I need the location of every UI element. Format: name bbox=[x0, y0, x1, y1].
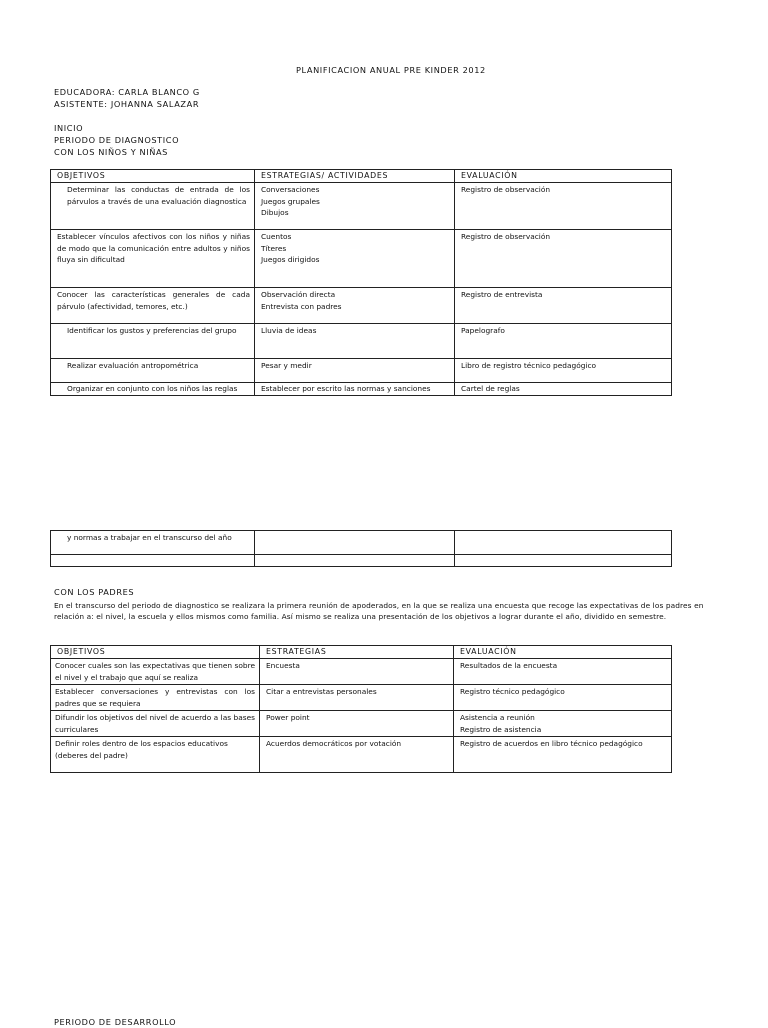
estrategia-item: Entrevista con padres bbox=[261, 301, 342, 311]
evaluacion-cell: Papelografo bbox=[455, 324, 672, 359]
estrategias-cell: Citar a entrevistas personales bbox=[260, 685, 454, 711]
objetivo-cell: Establecer vínculos afectivos con los niños y niñas de modo que la comunicación entre adultos y niños fluya sin dificultad bbox=[51, 230, 255, 288]
asistente-line: ASISTENTE: JOHANNA SALAZAR bbox=[54, 99, 200, 109]
estrategia-item: Juegos dirigidos bbox=[261, 255, 320, 264]
evaluacion-cell: Registro de observación bbox=[455, 230, 672, 288]
objetivo-cell: y normas a trabajar en el transcurso del año bbox=[51, 531, 255, 555]
educadora-line: EDUCADORA: CARLA BLANCO G bbox=[54, 87, 200, 97]
objetivo-cell: Difundir los objetivos del nivel de acuerdo a las bases curriculares bbox=[51, 711, 260, 737]
table-row bbox=[51, 531, 672, 555]
estrategias-cell: Power point bbox=[260, 711, 454, 737]
padres-paragraph-line-1: En el transcurso del periodo de diagnostico se realizara la primera reunión de apoderados, en la que se realiza una encuesta que recoge las expectativas de los padres en bbox=[54, 601, 704, 610]
table-row bbox=[51, 685, 672, 711]
objetivo-cell: Organizar en conjunto con los niños las reglas bbox=[51, 383, 255, 396]
estrategia-item: Títeres bbox=[261, 243, 287, 253]
objetivo-cell: Identificar los gustos y preferencias del grupo bbox=[51, 324, 255, 359]
estrategia-item: Observación directa bbox=[261, 290, 336, 299]
table-row bbox=[51, 383, 672, 396]
section-con-padres: CON LOS PADRES bbox=[54, 587, 135, 597]
tabla-padres bbox=[50, 645, 672, 773]
estrategia-item: Pesar y medir bbox=[261, 361, 312, 370]
section-periodo-diagnostico: PERIODO DE DIAGNOSTICO bbox=[54, 135, 180, 145]
section-con-ninos: CON LOS NIÑOS Y NIÑAS bbox=[54, 147, 168, 157]
table-row bbox=[51, 288, 672, 324]
table-row bbox=[51, 737, 672, 773]
evaluacion-item: Asistencia a reunión bbox=[460, 713, 535, 722]
objetivo-cell: Conocer cuales son las expectativas que tienen sobre el nivel y el trabajo que aquí se realiza bbox=[51, 659, 260, 685]
evaluacion-cell: Cartel de reglas bbox=[455, 383, 672, 396]
table-row bbox=[51, 324, 672, 359]
table-row bbox=[51, 711, 672, 737]
estrategias-cell bbox=[255, 324, 455, 359]
estrategia-item: Dibujos bbox=[261, 208, 289, 217]
table-row bbox=[51, 230, 672, 288]
estrategias-cell bbox=[255, 183, 455, 230]
tabla-ninos-continuacion bbox=[50, 530, 672, 567]
padres-paragraph-line-2: relación a: el nivel, la escuela y ellos mismos como familia. Así mismo se realiza una presentación de los objetivos a lograr durante el año, dividido en semestre. bbox=[54, 612, 667, 621]
empty-cell bbox=[51, 555, 255, 567]
objetivo-cell: Establecer conversaciones y entrevistas con los padres que se requiera bbox=[51, 685, 260, 711]
estrategias-cell bbox=[255, 230, 455, 288]
tabla-ninos bbox=[50, 169, 672, 396]
estrategias-cell bbox=[255, 288, 455, 324]
evaluacion-cell: Registro de entrevista bbox=[455, 288, 672, 324]
document-title: PLANIFICACION ANUAL PRE KINDER 2012 bbox=[296, 65, 486, 75]
header-estrategias: ESTRATEGIAS bbox=[260, 646, 454, 659]
table-row bbox=[51, 359, 672, 383]
estrategias-cell bbox=[255, 383, 455, 396]
estrategias-cell bbox=[255, 359, 455, 383]
evaluacion-cell: Resultados de la encuesta bbox=[454, 659, 672, 685]
estrategia-item: Establecer por escrito las normas y sanciones bbox=[261, 384, 431, 393]
header-evaluacion: EVALUACIÓN bbox=[454, 646, 672, 659]
estrategias-cell bbox=[255, 531, 455, 555]
section-periodo-desarrollo: PERIODO DE DESARROLLO bbox=[54, 1017, 177, 1027]
empty-cell bbox=[255, 555, 455, 567]
header-objetivos: OBJETIVOS bbox=[51, 170, 255, 183]
objetivo-cell: Conocer las características generales de cada párvulo (afectividad, temores, etc.) bbox=[51, 288, 255, 324]
evaluacion-cell: Libro de registro técnico pedagógico bbox=[455, 359, 672, 383]
estrategia-item: Cuentos bbox=[261, 232, 292, 241]
estrategia-item: Juegos grupales bbox=[261, 196, 320, 206]
section-inicio: INICIO bbox=[54, 123, 84, 133]
evaluacion-cell: Registro de acuerdos en libro técnico pedagógico bbox=[454, 737, 672, 773]
estrategia-item: Conversaciones bbox=[261, 185, 320, 194]
estrategias-cell: Acuerdos democráticos por votación bbox=[260, 737, 454, 773]
table-row bbox=[51, 659, 672, 685]
table-row bbox=[51, 183, 672, 230]
evaluacion-cell: Registro de observación bbox=[455, 183, 672, 230]
evaluacion-cell: Registro técnico pedagógico bbox=[454, 685, 672, 711]
header-objetivos: OBJETIVOS bbox=[51, 646, 260, 659]
evaluacion-item: Registro de asistencia bbox=[460, 724, 542, 734]
header-estrategias: ESTRATEGIAS/ ACTIVIDADES bbox=[255, 170, 455, 183]
objetivo-cell: Realizar evaluación antropométrica bbox=[51, 359, 255, 383]
evaluacion-cell bbox=[454, 711, 672, 737]
objetivo-cell: Definir roles dentro de los espacios educativos (deberes del padre) bbox=[51, 737, 260, 773]
estrategia-item: Lluvia de ideas bbox=[261, 326, 317, 335]
estrategias-cell: Encuesta bbox=[260, 659, 454, 685]
table-row bbox=[51, 555, 672, 567]
empty-cell bbox=[455, 555, 672, 567]
objetivo-cell: Determinar las conductas de entrada de los párvulos a través de una evaluación diagnostica bbox=[51, 183, 255, 230]
evaluacion-cell bbox=[455, 531, 672, 555]
header-evaluacion: EVALUACIÓN bbox=[455, 170, 672, 183]
